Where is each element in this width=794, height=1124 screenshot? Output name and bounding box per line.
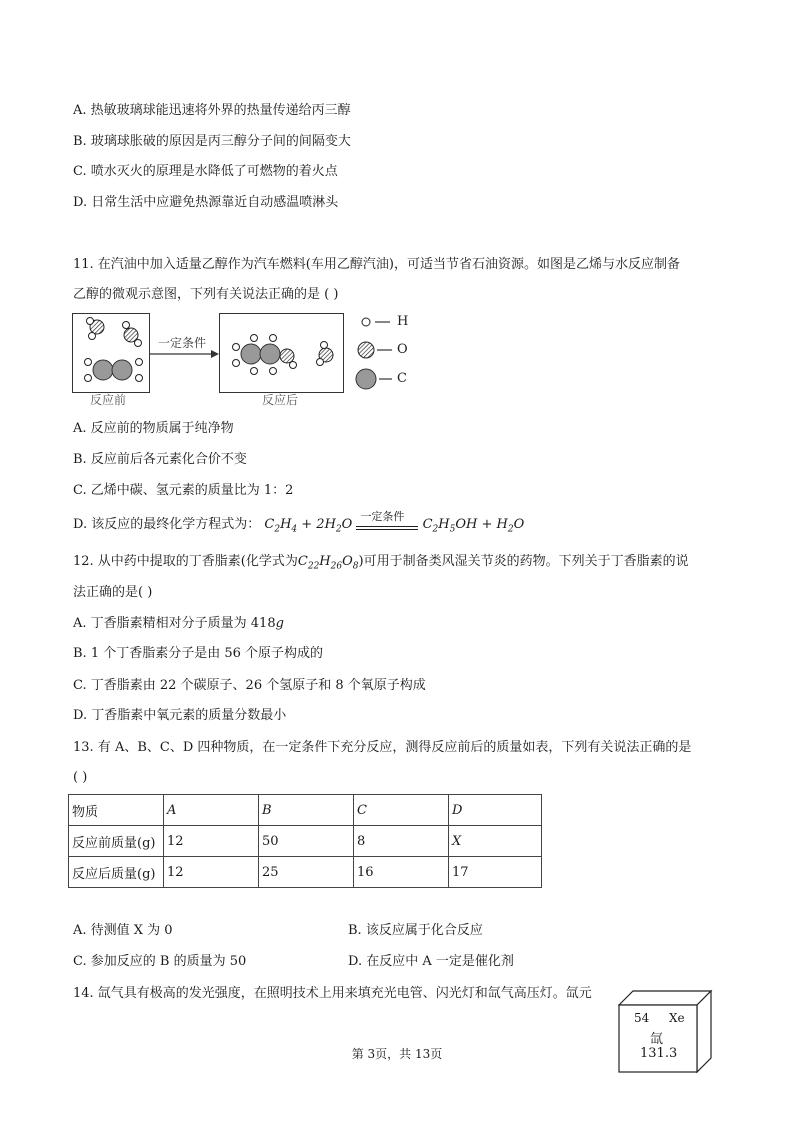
page-footer: 第 3页，共 13页 xyxy=(351,1047,443,1061)
table-cell: 12 xyxy=(164,857,259,888)
q10-option-c: C. 喷水灭火的原理是水降低了可燃物的着火点 xyxy=(73,164,338,179)
q10-option-d: D. 日常生活中应避免热源靠近自动感温喷淋头 xyxy=(73,195,339,210)
q12-option-a-text: A. 丁香脂素精相对分子质量为 418 xyxy=(73,616,276,631)
q11-stem-line2: 乙醇的微观示意图，下列有关说法正确的是 ( ) xyxy=(73,287,339,302)
equation-condition-arrow xyxy=(356,509,418,532)
element-number: 54 xyxy=(634,1011,650,1025)
table-cell: 16 xyxy=(354,857,449,888)
q12-stem-line1 xyxy=(73,553,689,576)
table-cell: 12 xyxy=(164,826,259,857)
q14-stem-line1: 14. 氙气具有极高的发光强度，在照明技术上用来填充光电管、闪光灯和氙气高压灯。氙元 xyxy=(73,986,592,1001)
reaction-molecules-diagram xyxy=(60,300,430,400)
q13-stem-line2: ( ) xyxy=(73,770,88,785)
q13-stem-line1: 13. 有 A、B、C、D 四种物质，在一定条件下充分反应，测得反应前后的质量如表，下列有关说法正确的是 xyxy=(73,740,692,755)
q13-option-d: D. 在反应中 A 一定是催化剂 xyxy=(348,954,514,969)
table-cell: X xyxy=(449,826,542,857)
table-cell: 50 xyxy=(259,826,354,857)
q11-option-b: B. 反应前后各元素化合价不变 xyxy=(73,452,247,467)
q13-option-b: B. 该反应属于化合反应 xyxy=(348,923,483,938)
q11-option-d-prefix: D. 该反应的最终化学方程式为： xyxy=(73,517,261,532)
table-cell: C xyxy=(354,795,449,826)
legend-h-label: H xyxy=(397,314,409,329)
table-cell: 反应前质量(g) xyxy=(69,826,164,857)
q12-stem-part1: 12. 从中药中提取的丁香脂素(化学式为 xyxy=(73,554,298,569)
element-mass: 131.3 xyxy=(640,1046,678,1061)
table-cell: B xyxy=(259,795,354,826)
element-name: 氙 xyxy=(650,1032,664,1047)
table-cell: D xyxy=(449,795,542,826)
table-row xyxy=(69,826,542,857)
q11-option-a: A. 反应前的物质属于纯净物 xyxy=(73,421,234,436)
legend-c-label: C xyxy=(397,371,407,386)
q11-option-c: C. 乙烯中碳、氢元素的质量比为 1：2 xyxy=(73,483,294,498)
after-label: 反应后 xyxy=(262,393,299,407)
q10-option-b: B. 玻璃球胀破的原因是丙三醇分子间的间隔变大 xyxy=(73,134,351,149)
q12-option-a-unit: g xyxy=(275,616,284,631)
before-label: 反应前 xyxy=(90,393,127,407)
table-cell: 17 xyxy=(449,857,542,888)
arrow-condition-label: 一定条件 xyxy=(158,336,207,350)
table-cell: A xyxy=(164,795,259,826)
table-cell: 25 xyxy=(259,857,354,888)
table-cell: 物质 xyxy=(69,795,164,826)
q11-option-d xyxy=(73,509,525,539)
table-header-row xyxy=(69,795,542,826)
equation: $C_2H_4 + 2H_2O$ 一定条件 $C_2H_5OH + H_2O$ xyxy=(264,509,525,535)
table-row xyxy=(69,857,542,888)
legend-o-label: O xyxy=(397,342,408,357)
q12-option-c: C. 丁香脂素由 22 个碳原子、26 个氢原子和 8 个氧原子构成 xyxy=(73,678,426,693)
table-cell: 反应后质量(g) xyxy=(69,857,164,888)
equation-condition: 一定条件 xyxy=(360,509,405,523)
q12-stem-line2: 法正确的是( ) xyxy=(73,585,153,600)
element-symbol: Xe xyxy=(669,1011,685,1025)
q12-option-b: B. 1 个丁香脂素分子是由 56 个原子构成的 xyxy=(73,646,324,661)
q12-stem-part2: )可用于制备类风湿关节炎的药物。下列关于丁香脂素的说 xyxy=(358,554,689,569)
q11-stem-line1: 11. 在汽油中加入适量乙醇作为汽车燃料(车用乙醇汽油)，可适当节省石油资源。如图是乙烯与水反应制备 xyxy=(73,257,680,272)
table-cell: 8 xyxy=(354,826,449,857)
q12-option-a xyxy=(73,615,284,633)
syringaresinol-formula: $C_{22}H_{26}O_8$ xyxy=(297,554,359,572)
q13-option-a: A. 待测值 X 为 0 xyxy=(73,923,173,938)
q13-option-c: C. 参加反应的 B 的质量为 50 xyxy=(73,954,247,969)
q12-option-d: D. 丁香脂素中氧元素的质量分数最小 xyxy=(73,708,287,723)
q10-option-a: A. 热敏玻璃球能迅速将外界的热量传递给丙三醇 xyxy=(73,103,351,118)
mass-table xyxy=(68,794,542,888)
